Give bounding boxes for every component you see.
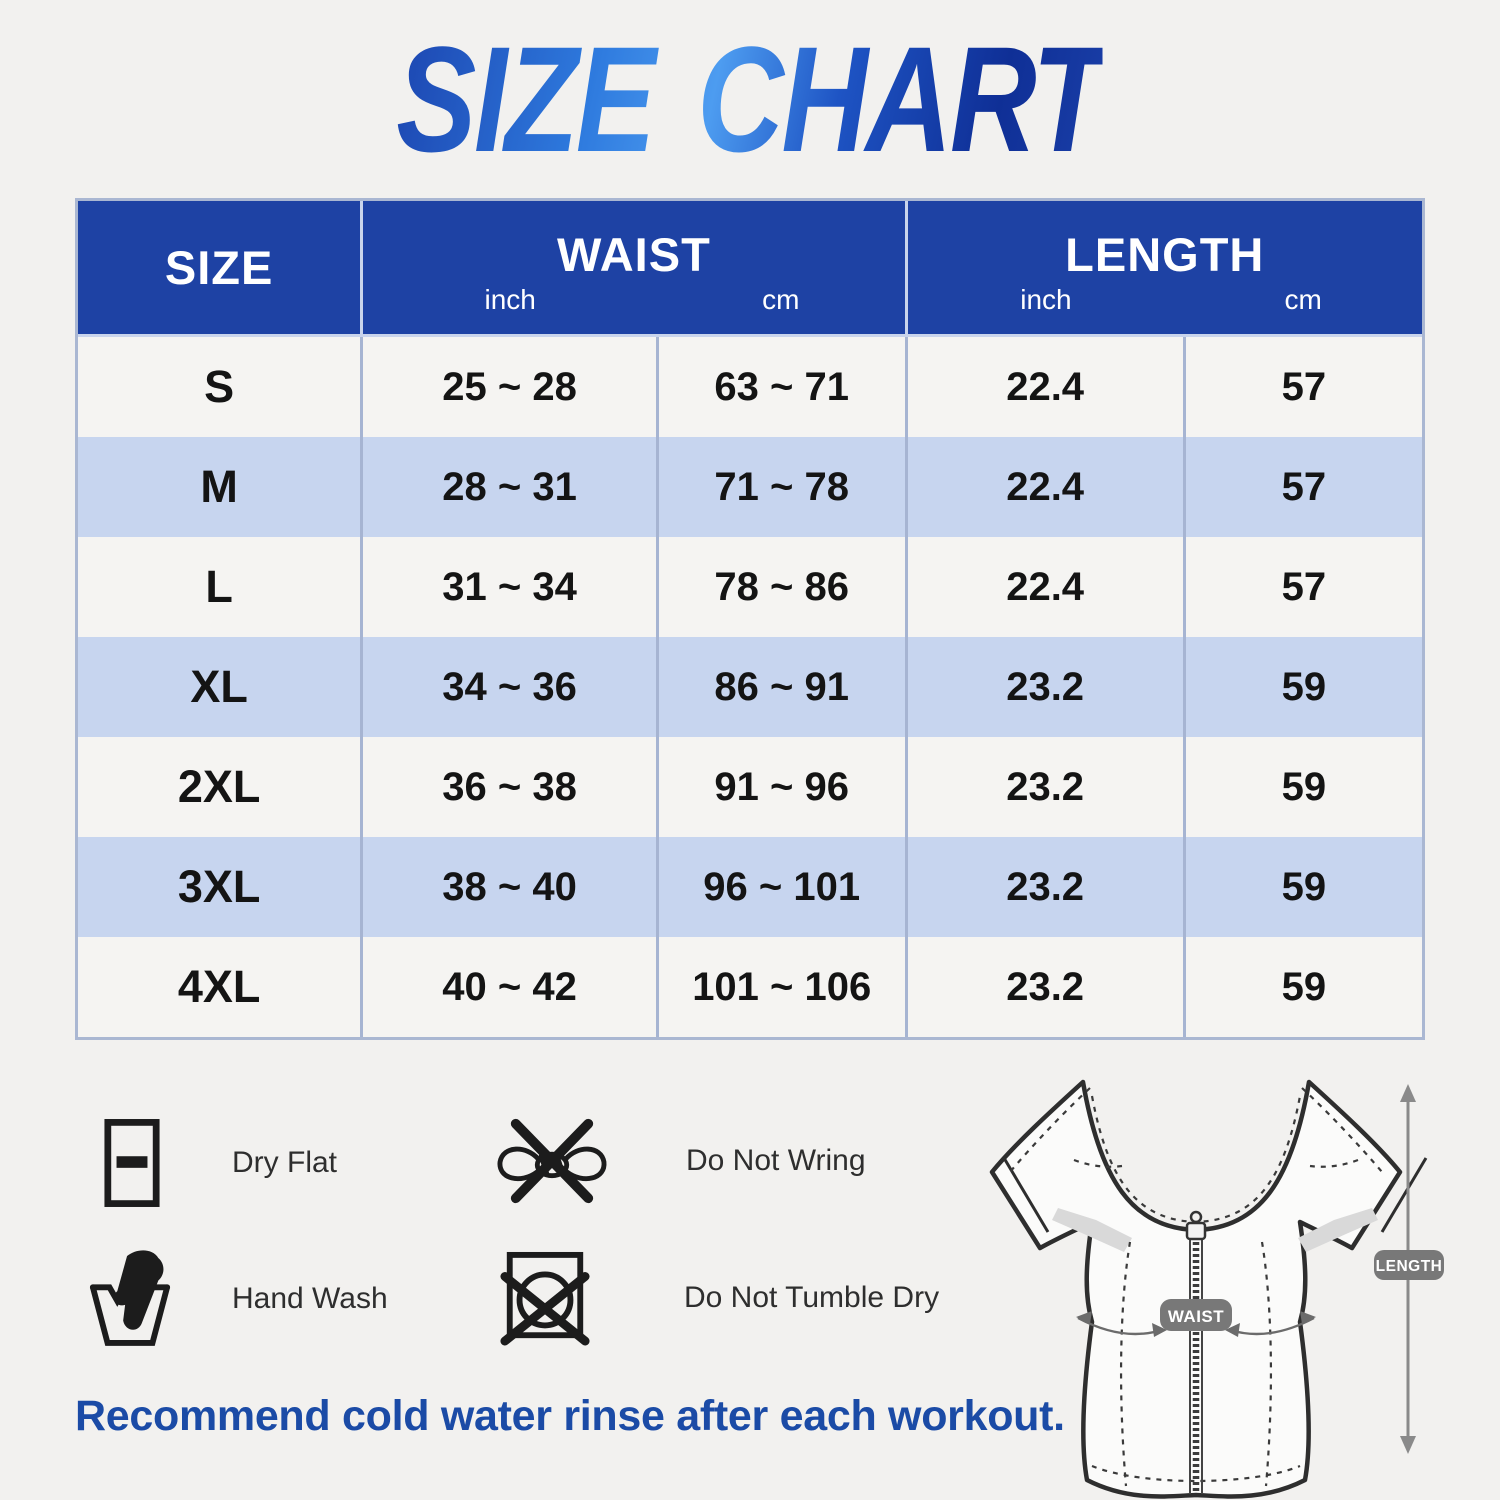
waist-inch-cell: 36 ~ 38 xyxy=(360,737,656,837)
header-length-units xyxy=(908,284,1422,316)
waist-cm-cell: 101 ~ 106 xyxy=(656,937,905,1037)
waist-inch-cell: 40 ~ 42 xyxy=(360,937,656,1037)
length-inch-cell: 22.4 xyxy=(905,437,1183,537)
waist-cm-cell: 63 ~ 71 xyxy=(656,337,905,437)
header-length-inch-label: inch xyxy=(1020,284,1072,315)
do-not-wring-icon xyxy=(492,1112,612,1210)
waist-inch-cell: 25 ~ 28 xyxy=(360,337,656,437)
size-cell: 3XL xyxy=(177,861,261,912)
waist-inch-cell: 34 ~ 36 xyxy=(360,637,656,737)
length-inch-cell: 22.4 xyxy=(905,537,1183,637)
size-cell: 2XL xyxy=(177,761,261,812)
header-cell-length xyxy=(905,201,1422,334)
length-badge-label: LENGTH xyxy=(1375,1258,1443,1275)
size-chart-table xyxy=(75,198,1425,1040)
zipper-pull-icon xyxy=(1191,1212,1201,1222)
length-cm-cell: 59 xyxy=(1183,837,1422,937)
length-inch-cell: 23.2 xyxy=(905,937,1183,1037)
length-inch-cell: 23.2 xyxy=(905,837,1183,937)
care-label: Do Not Wring xyxy=(686,1144,866,1177)
size-cell: M xyxy=(200,461,238,512)
waist-inch-cell: 31 ~ 34 xyxy=(360,537,656,637)
header-length-label: LENGTH xyxy=(1065,228,1265,281)
length-inch-cell: 23.2 xyxy=(905,737,1183,837)
table-row-l xyxy=(78,537,1422,637)
care-item-do-not-tumble-dry xyxy=(498,1248,939,1348)
length-cm-cell: 57 xyxy=(1183,337,1422,437)
length-cm-cell: 59 xyxy=(1183,937,1422,1037)
page-title-text: SIZE CHART xyxy=(396,15,1104,183)
waist-cm-cell: 78 ~ 86 xyxy=(656,537,905,637)
table-row-m xyxy=(78,437,1422,537)
length-cm-cell: 59 xyxy=(1183,737,1422,837)
waist-inch-cell: 38 ~ 40 xyxy=(360,837,656,937)
waist-inch-cell: 28 ~ 31 xyxy=(360,437,656,537)
header-length-cm-label: cm xyxy=(1284,284,1322,315)
care-item-do-not-wring xyxy=(492,1112,866,1210)
table-row-xl xyxy=(78,637,1422,737)
length-badge xyxy=(1374,1250,1444,1280)
table-row-s xyxy=(78,337,1422,437)
do-not-tumble-dry-icon xyxy=(498,1248,592,1348)
footer-note: Recommend cold water rinse after each workout. xyxy=(75,1392,1065,1440)
hand-wash-icon xyxy=(88,1248,172,1350)
waist-cm-cell: 71 ~ 78 xyxy=(656,437,905,537)
page-title xyxy=(0,15,1500,183)
header-waist-label: WAIST xyxy=(556,228,711,281)
length-inch-cell: 22.4 xyxy=(905,337,1183,437)
care-label: Do Not Tumble Dry xyxy=(684,1281,940,1314)
size-cell: XL xyxy=(190,661,248,712)
table-row-3xl xyxy=(78,837,1422,937)
length-cm-cell: 57 xyxy=(1183,537,1422,637)
care-label: Hand Wash xyxy=(232,1282,388,1315)
care-item-hand-wash xyxy=(88,1248,388,1350)
waist-cm-cell: 86 ~ 91 xyxy=(656,637,905,737)
size-cell: L xyxy=(205,561,233,612)
header-waist-cm-label: cm xyxy=(762,284,800,315)
waist-cm-cell: 96 ~ 101 xyxy=(656,837,905,937)
dry-flat-icon xyxy=(103,1116,161,1210)
waist-badge-label: WAIST xyxy=(1167,1307,1225,1326)
length-cm-cell: 59 xyxy=(1183,637,1422,737)
care-label: Dry Flat xyxy=(232,1146,337,1179)
header-size-label: SIZE xyxy=(164,241,274,294)
table-row-2xl xyxy=(78,737,1422,837)
care-item-dry-flat xyxy=(103,1116,337,1210)
table-row-4xl xyxy=(78,937,1422,1037)
length-inch-cell: 23.2 xyxy=(905,637,1183,737)
header-waist-units xyxy=(363,284,904,316)
header-cell-waist xyxy=(360,201,904,334)
header-waist-inch-label: inch xyxy=(484,284,536,315)
waist-cm-cell: 91 ~ 96 xyxy=(656,737,905,837)
waist-badge xyxy=(1160,1299,1232,1331)
header-cell-size xyxy=(78,201,360,334)
size-cell: 4XL xyxy=(177,961,261,1012)
table-header-row xyxy=(78,201,1422,337)
length-cm-cell: 57 xyxy=(1183,437,1422,537)
size-cell: S xyxy=(204,361,235,412)
